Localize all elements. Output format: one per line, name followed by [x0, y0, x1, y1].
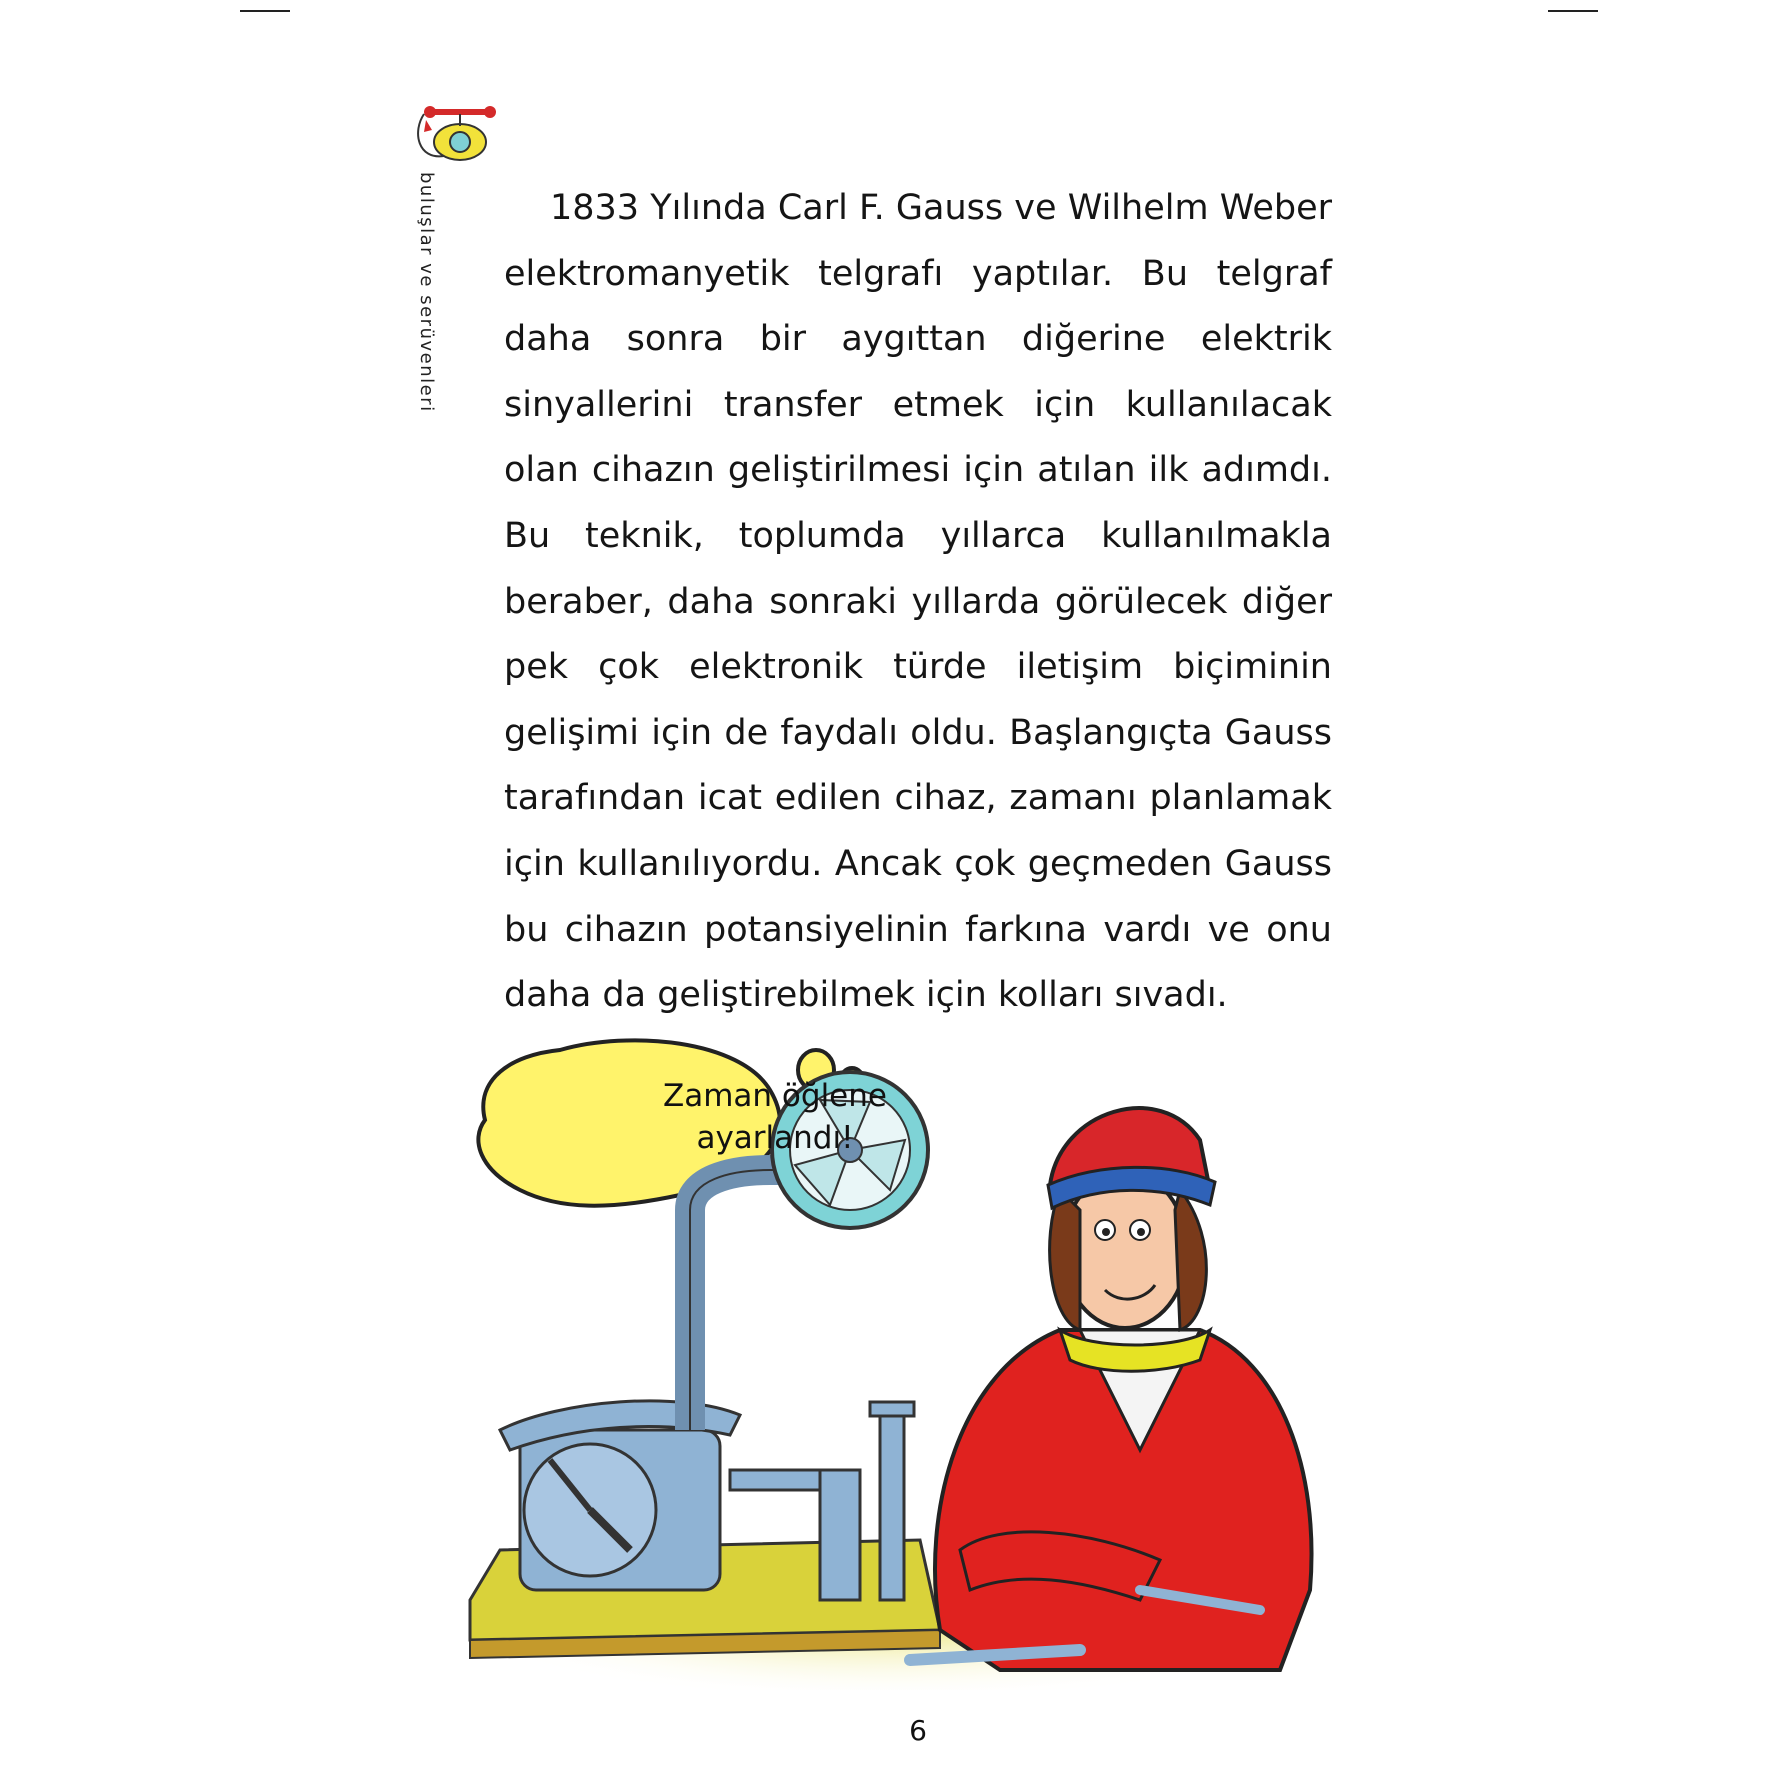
speech-bubble-text: Zaman öğlene ayarlandı! — [663, 1078, 887, 1156]
crop-mark-left — [240, 10, 290, 12]
series-side-label: buluşlar ve serüvenleri — [416, 172, 437, 413]
gauss-telegraph-illustration — [440, 1030, 1340, 1690]
page-number: 6 — [909, 1714, 927, 1747]
crop-mark-right — [1548, 10, 1598, 12]
telephone-icon — [414, 94, 506, 170]
body-paragraph: 1833 Yılında Carl F. Gauss ve Wilhelm Weber elektromanyetik telgrafı yaptılar. Bu telgraf daha sonra bir aygıttan diğerine elektrik sinyallerini transfer etmek için kullanılacak olan cihazın geliştirilmesi için atılan ilk adımdı. Bu teknik, toplumda yıllarca kullanılmakla beraber, daha sonraki yıllarda görülecek diğer pek çok elektronik türde iletişim biçiminin gelişimi için de faydalı oldu. Başlangıçta Gauss tarafından icat edilen cihaz, zamanı planlamak için kullanılıyordu. Ancak çok geçmeden Gauss bu cihazın potansiyelinin farkına vardı ve onu daha da geliştirebilmek için kolları sıvadı. — [504, 188, 1332, 1016]
